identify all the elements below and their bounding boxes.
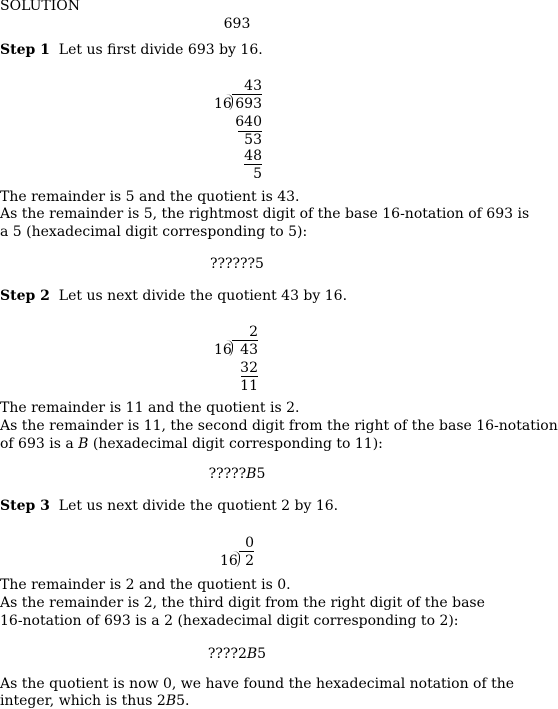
- step3-result: The remainder is 2 and the quotient is 0.: [0, 577, 291, 593]
- step2-notation: ?????B5: [208, 466, 266, 482]
- step2-explanation-2: of 693 is a B (hexadecimal digit corresponding to 11):: [0, 436, 383, 452]
- step2-remainder: 11: [240, 378, 258, 394]
- step3-intro-text: Let us next divide the quotient 2 by 16.: [58, 498, 339, 514]
- step1-explanation-1: As the remainder is 5, the rightmost digit of the base 16-notation of 693 is: [0, 206, 530, 222]
- step1-remainder-1: 53: [244, 132, 262, 148]
- step3-explanation-1: As the remainder is 2, the third digit from the right digit of the base: [0, 595, 485, 611]
- step2-divisor: 16: [214, 342, 232, 358]
- step1-intro: [0, 42, 474, 58]
- step3-explanation-2: 16-notation of 693 is a 2 (hexadecimal digit corresponding to 2):: [0, 613, 459, 629]
- step1-intro-text: Let us first divide 693 by 16.: [58, 42, 263, 58]
- conclusion-line-1: As the quotient is now 0, we have found the hexadecimal notation of the: [0, 676, 515, 692]
- step3-quotient: 0: [245, 535, 254, 551]
- step1-result: The remainder is 5 and the quotient is 43.: [0, 189, 300, 205]
- step2-result: The remainder is 11 and the quotient is 2.: [0, 400, 300, 416]
- step1-remainder: 5: [253, 166, 262, 182]
- step2-dividend: 43: [240, 342, 258, 358]
- step2-intro: [0, 288, 474, 304]
- step2-division-bar: [232, 340, 258, 341]
- hex-digit-b: B: [78, 436, 89, 452]
- step1-quotient: 43: [244, 78, 262, 94]
- step2-explanation-1: As the remainder is 11, the second digit from the right of the base 16-notation: [0, 418, 558, 434]
- step2-intro-text: Let us next divide the quotient 43 by 16.: [58, 288, 348, 304]
- step3-notation: ????2B5: [207, 646, 267, 662]
- step1-division-bar: [232, 94, 262, 95]
- step3-intro: [0, 498, 474, 514]
- step1-dividend: 693: [235, 96, 262, 112]
- step1-subtract-2: 48: [244, 148, 262, 164]
- step1-rule-2: [244, 164, 262, 165]
- problem-number: 693: [223, 16, 251, 32]
- step3-label: Step 3: [0, 498, 50, 514]
- step2-quotient: 2: [249, 324, 258, 340]
- step1-subtract-1: 640: [235, 114, 262, 130]
- final-hex-digit-b: B: [165, 693, 177, 709]
- step1-divisor: 16: [214, 96, 232, 112]
- step2-label: Step 2: [0, 288, 50, 304]
- step3-dividend: 2: [245, 553, 254, 569]
- step2-rule-1: [241, 376, 258, 377]
- solution-label: SOLUTION: [0, 0, 80, 14]
- conclusion-line-2: integer, which is thus 2B5.: [0, 693, 190, 709]
- step1-explanation-2: a 5 (hexadecimal digit corresponding to 5):: [0, 224, 308, 240]
- step3-divisor: 16: [220, 553, 238, 569]
- step1-notation: ??????5: [210, 256, 264, 272]
- step3-division-bar: [239, 551, 254, 552]
- step2-subtract-1: 32: [240, 360, 258, 376]
- step1-label: Step 1: [0, 42, 50, 58]
